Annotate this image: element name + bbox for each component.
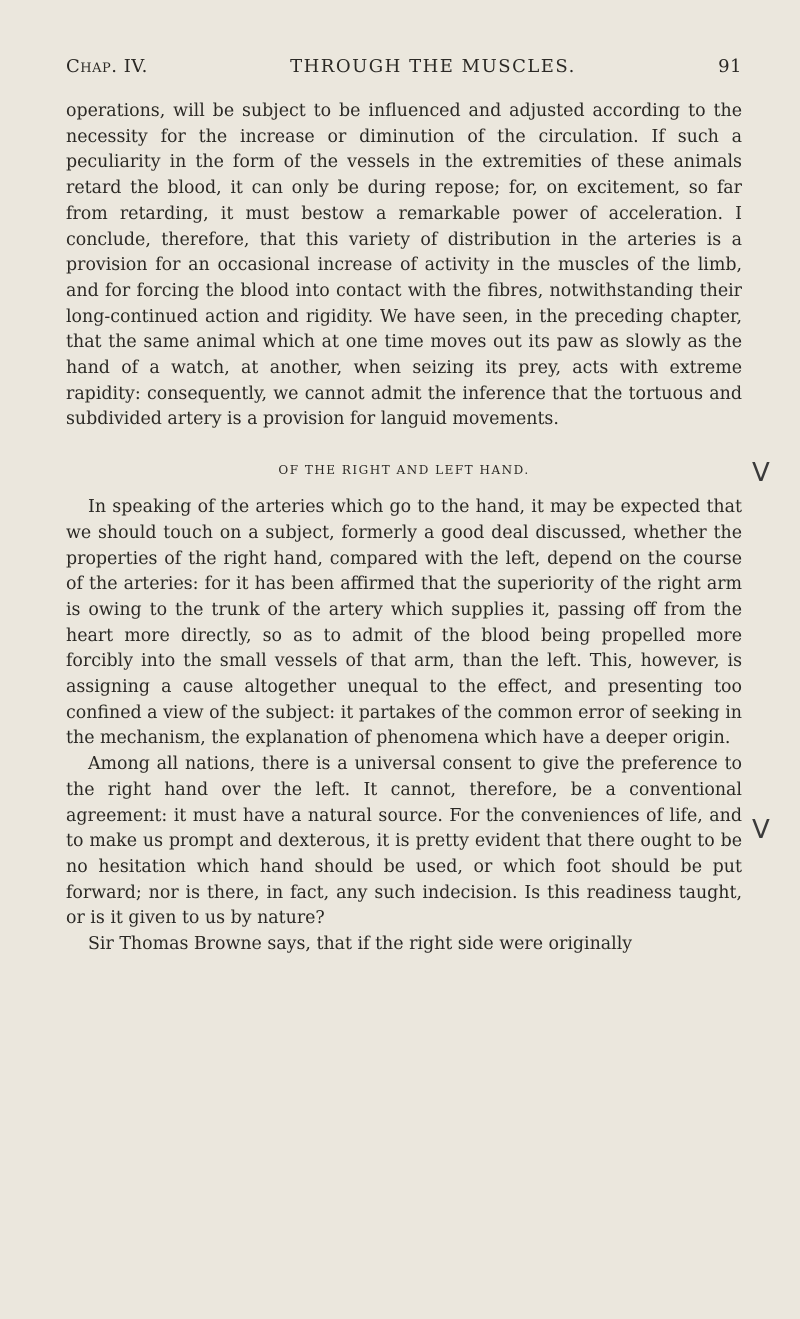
body-text [66,99,742,958]
margin-check-mark: V [752,815,770,845]
paragraph: In speaking of the arteries which go to the hand, it may be expected that we should touch on a subject, formerly a good deal discussed, whether the properties of the right hand, compared with the left, depend on the course of the arteries: for it has been affirmed that the superiority of the right arm is owing to the trunk of the artery which supplies it, passing off from the heart more directly, so as to admit of the blood being propelled more forcibly into the small vessels of that arm, than the left. This, however, is assigning a cause altogether unequal to the effect, and presenting too confined a view of the subject: it partakes of the common error of seeking in the mechanism, the explanation of phenomena which have a deeper origin. [66,497,742,749]
margin-check-mark: V [752,458,770,488]
chapter-label: Chap. IV. [66,56,148,77]
paragraph: Sir Thomas Browne says, that if the right side were originally [88,934,633,955]
paragraph: Among all nations, there is a universal consent to give the preference to the right hand over the left. It cannot, therefore, be a conventional agreement: it must have a natural source. For the conveniences of life, and to make us prompt and dexterous, it is pretty evident that there ought to be no hesitation which hand should be used, or which foot should be put forward; nor is there, in fact, any such indecision. Is this readiness taught, or is it given to us by nature? [66,754,742,929]
section-heading: OF THE RIGHT AND LEFT HAND. [278,463,530,478]
page-content [66,56,742,958]
page-number: 91 [718,56,742,77]
running-title: THROUGH THE MUSCLES. [290,56,576,77]
running-head [66,56,742,77]
paragraph: operations, will be subject to be influenced and adjusted according to the necessity for the increase or diminution of the circulation. If such a peculiarity in the form of the vessels in the extremities of these animals retard the blood, it can only be during repose; for, on excitement, so far from retarding, it must bestow a remarkable power of acceleration. I conclude, therefore, that this variety of distribution in the arteries is a provision for an occasional increase of activity in the muscles of the limb, and for forcing the blood into contact with the fibres, notwithstanding their long-continued action and rigidity. We have seen, in the preceding chapter, that the same animal which at one time moves out its paw as slowly as the hand of a watch, at another, when seizing its prey, acts with extreme rapidity: consequently, we cannot admit the inference that the tortuous and subdivided artery is a provision for languid movements. [66,101,742,430]
